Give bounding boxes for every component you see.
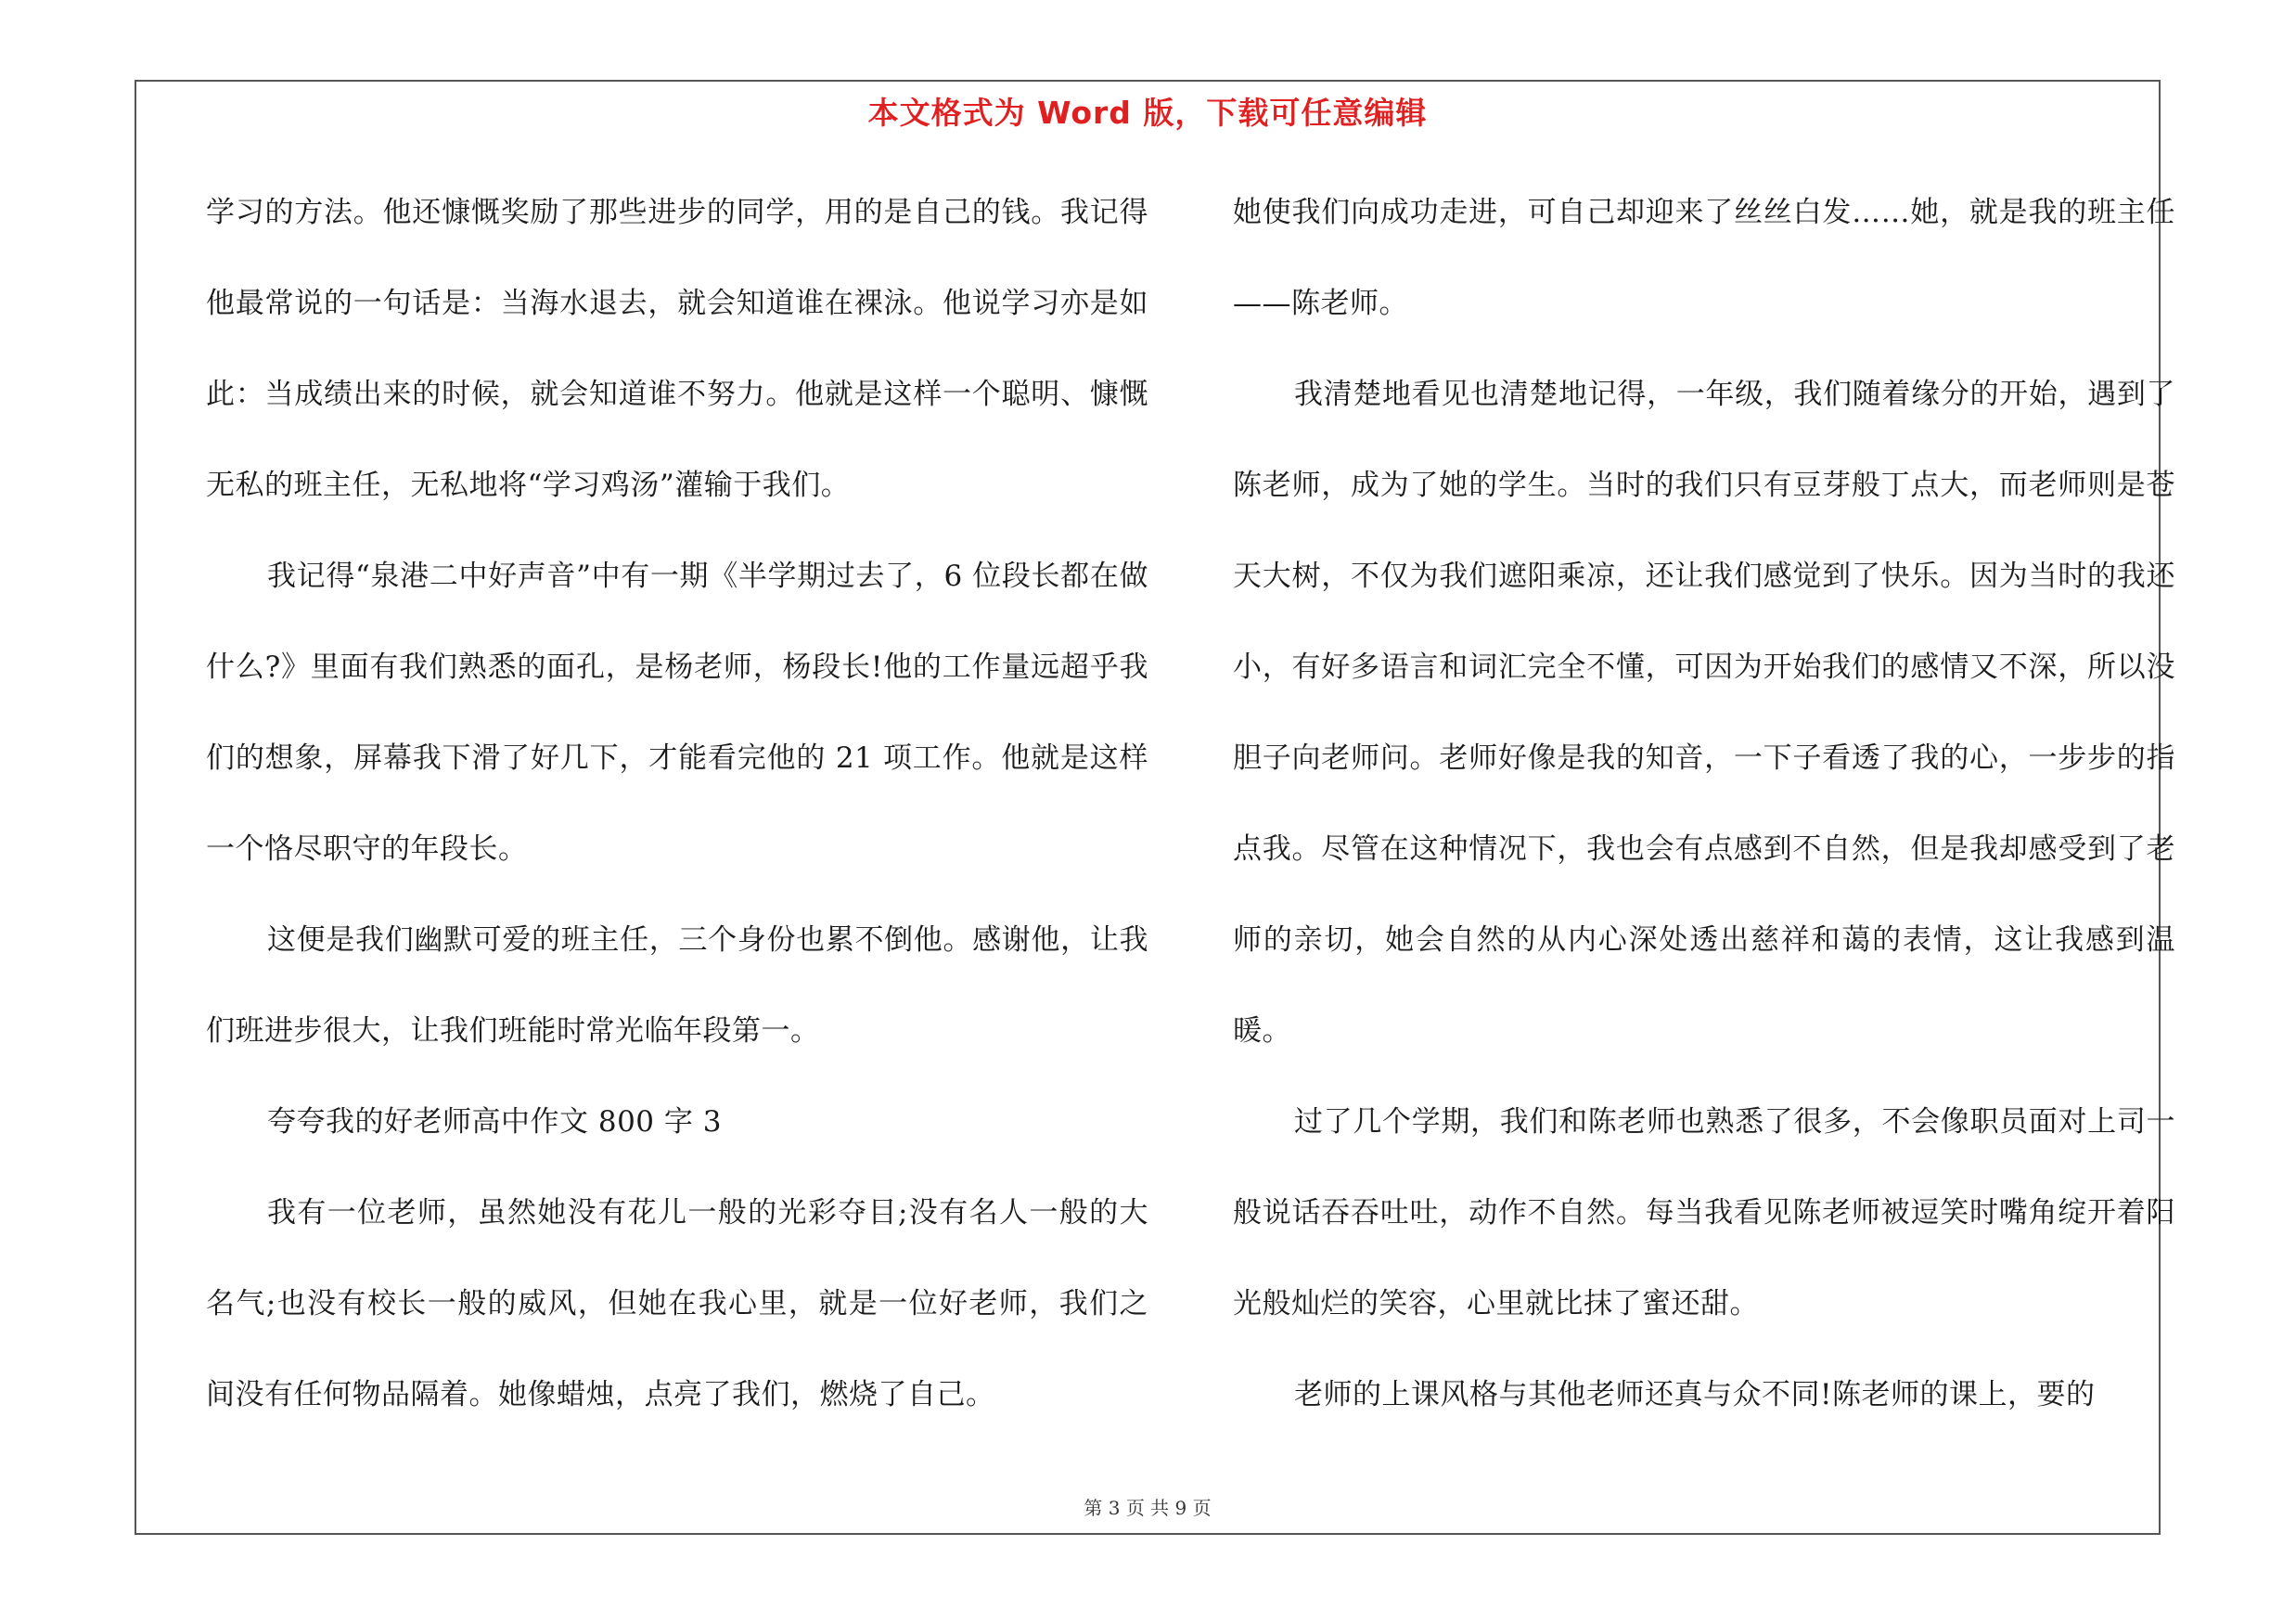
header-banner: 本文格式为 Word 版，下载可任意编辑 bbox=[867, 95, 1428, 131]
right-column bbox=[1233, 167, 2175, 1440]
page-number: 第 3 页 共 9 页 bbox=[1084, 1497, 1212, 1519]
paragraph: 我有一位老师，虽然她没有花儿一般的光彩夺目;没有名人一般的大名气;也没有校长一般的威风，但她在我心里，就是一位好老师，我们之间没有任何物品隔着。她像蜡烛，点亮了我们，燃烧了自己。 bbox=[206, 1196, 1148, 1411]
paragraph: 我记得“泉港二中好声音”中有一期《半学期过去了，6 位段长都在做什么?》里面有我们熟悉的面孔，是杨老师，杨段长!他的工作量远超乎我们的想象，屏幕我下滑了好几下，才能看完他的 21 项工作。他就是这样一个恪尽职守的年段长。 bbox=[206, 560, 1148, 866]
left-column bbox=[206, 167, 1148, 1440]
paragraph: 过了几个学期，我们和陈老师也熟悉了很多，不会像职员面对上司一般说话吞吞吐吐，动作不自然。每当我看见陈老师被逗笑时嘴角绽开着阳光般灿烂的笑容，心里就比抹了蜜还甜。 bbox=[1233, 1105, 2175, 1320]
page-frame bbox=[135, 80, 2175, 1535]
paragraph: 老师的上课风格与其他老师还真与众不同!陈老师的课上，要的 bbox=[1294, 1378, 2096, 1411]
paragraph: 我清楚地看见也清楚地记得，一年级，我们随着缘分的开始，遇到了陈老师，成为了她的学生。当时的我们只有豆芽般丁点大，而老师则是苍天大树，不仅为我们遮阳乘凉，还让我们感觉到了快乐。因为当时的我还小，有好多语言和词汇完全不懂，可因为开始我们的感情又不深，所以没胆子向老师问。老师好像是我的知音，一下子看透了我的心，一步步的指点我。尽管在这种情况下，我也会有点感到不自然，但是我却感受到了老师的亲切，她会自然的从内心深处透出慈祥和蔼的表情，这让我感到温暖。 bbox=[1233, 378, 2175, 1048]
section-heading: 夸夸我的好老师高中作文 800 字 3 bbox=[267, 1105, 722, 1139]
paragraph: 这便是我们幽默可爱的班主任，三个身份也累不倒他。感谢他，让我们班进步很大，让我们班能时常光临年段第一。 bbox=[206, 923, 1148, 1048]
paragraph: 学习的方法。他还慷慨奖励了那些进步的同学，用的是自己的钱。我记得他最常说的一句话是：当海水退去，就会知道谁在裸泳。他说学习亦是如此：当成绩出来的时候，就会知道谁不努力。他就是这样一个聪明、慷慨无私的班主任，无私地将“学习鸡汤”灌输于我们。 bbox=[206, 196, 1148, 502]
paragraph: 她使我们向成功走进，可自己却迎来了丝丝白发……她，就是我的班主任——陈老师。 bbox=[1233, 196, 2175, 320]
